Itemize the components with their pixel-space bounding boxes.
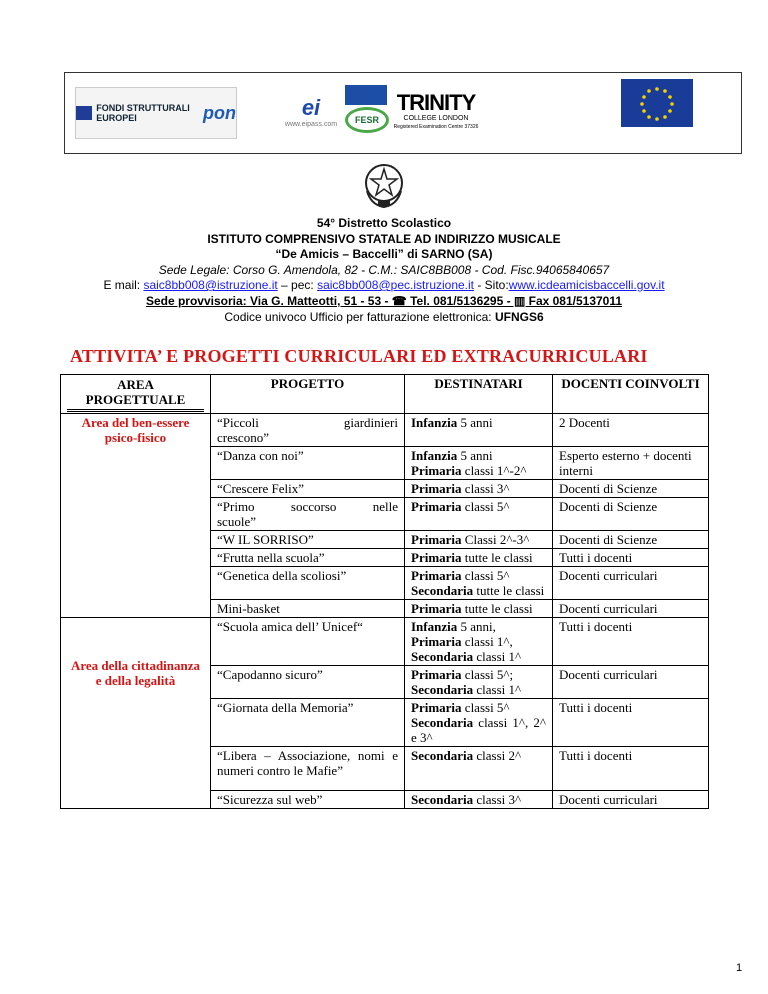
docenti-cell: Docenti di Scienze [553, 498, 709, 531]
trinity-centre: Registered Examination Centre 37326 [393, 124, 479, 130]
docenti-cell: Docenti di Scienze [553, 531, 709, 549]
dest-bold: Primaria [411, 568, 462, 583]
codice-value: UFNGS6 [494, 310, 544, 324]
dest-bold: Primaria [411, 550, 462, 565]
page-number: 1 [736, 962, 743, 974]
docenti-cell: Docenti curriculari [553, 666, 709, 699]
eipass-text: ei [301, 94, 321, 120]
progetto-cell: “Primo soccorso nelle scuole” [211, 498, 405, 531]
progetto-cell: “Genetica della scoliosi” [211, 567, 405, 600]
email-link[interactable]: saic8bb008@istruzione.it [143, 278, 278, 292]
header-progetto: PROGETTO [211, 375, 405, 414]
dest-bold: Primaria [411, 481, 462, 496]
dest-text: 5 anni [457, 448, 493, 463]
docenti-cell: 2 Docenti [553, 414, 709, 447]
docenti-cell: Tutti i docenti [553, 549, 709, 567]
dest-text: Classi 2^-3^ [461, 532, 530, 547]
dest-bold: Secondaria [411, 748, 474, 763]
destinatari-cell [405, 480, 553, 498]
header-docenti: DOCENTI COINVOLTI [553, 375, 709, 414]
progetto-cell: “Giornata della Memoria” [211, 699, 405, 747]
dest-text: classi 3^ [461, 481, 510, 496]
eu-stars-icon [621, 79, 693, 127]
docenti-cell: Tutti i docenti [553, 618, 709, 666]
fondi-strutturali-europei-logo [75, 87, 237, 139]
trinity-college-london-logo [391, 83, 481, 141]
pon-text: pon [203, 102, 236, 123]
eu-flag-logo [621, 79, 693, 127]
regione-campania-logo [345, 85, 387, 105]
dest-text: classi 1^ [473, 682, 522, 697]
area-benessere: Area del ben-essere psico-fisico [61, 414, 211, 618]
dest-text: classi 1^ [473, 649, 522, 664]
dest-text: classi 1^-2^ [461, 463, 527, 478]
institute-line: ISTITUTO COMPRENSIVO STATALE AD INDIRIZZO MUSICALE [207, 232, 561, 246]
dest-text: tutte le classi [461, 550, 533, 565]
email-label: E mail: [103, 278, 144, 292]
dest-bold: Primaria [411, 700, 462, 715]
fondi-text: FONDI STRUTTURALI EUROPEI [96, 103, 190, 123]
dest-bold: Primaria [411, 634, 462, 649]
dest-text: classi 5^ [461, 700, 510, 715]
dest-text: tutte le classi [473, 583, 545, 598]
table-header-row [61, 375, 709, 414]
dest-bold: Infanzia [411, 448, 458, 463]
dest-bold: Primaria [411, 601, 462, 616]
destinatari-cell [405, 618, 553, 666]
dest-text: 5 anni, [457, 619, 496, 634]
docenti-cell: Docenti curriculari [553, 600, 709, 618]
dest-bold: Secondaria [411, 682, 474, 697]
dest-bold: Primaria [411, 667, 462, 682]
progetto-cell: “Danza con noi” [211, 447, 405, 480]
dest-bold: Infanzia [411, 619, 458, 634]
table-row [61, 618, 709, 666]
fesr-logo [345, 107, 389, 133]
destinatari-cell [405, 791, 553, 809]
dest-text: tutte le classi [461, 601, 533, 616]
pec-label: – pec: [277, 278, 318, 292]
pec-link[interactable]: saic8bb008@pec.istruzione.it [317, 278, 475, 292]
italian-republic-emblem-icon [361, 161, 407, 209]
progetto-cell: “Libera – Associazione, nomi e numeri contro le Mafie” [211, 747, 405, 791]
projects-table [60, 374, 709, 809]
dest-bold: Primaria [411, 532, 462, 547]
school-name-line: “De Amicis – Baccelli” di SARNO (SA) [275, 247, 493, 261]
dest-bold: Secondaria [411, 583, 474, 598]
sede-legale-line: Sede Legale: Corso G. Amendola, 82 - C.M.: SAIC8BB008 - Cod. Fisc.94065840657 [158, 263, 610, 277]
destinatari-cell [405, 549, 553, 567]
destinatari-cell [405, 747, 553, 791]
eipass-logo [279, 83, 343, 139]
dest-bold: Secondaria [411, 649, 474, 664]
progetto-cell: “Piccoli giardinieri crescono” [211, 414, 405, 447]
progetto-cell: “Sicurezza sul web” [211, 791, 405, 809]
header-area [61, 375, 211, 414]
header-destinatari: DESTINATARI [405, 375, 553, 414]
destinatari-cell [405, 447, 553, 480]
destinatari-cell [405, 600, 553, 618]
docenti-cell: Tutti i docenti [553, 747, 709, 791]
fesr-text: FESR [354, 115, 379, 125]
page-title: ATTIVITA’ E PROGETTI CURRICULARI ED EXTRACURRICULARI [70, 346, 648, 366]
eipass-url: www.eipass.com [284, 120, 338, 128]
codice-label: Codice univoco Ufficio per fatturazione elettronica: [224, 310, 495, 324]
progetto-cell: “W IL SORRISO” [211, 531, 405, 549]
dest-text: classi 2^ [473, 748, 522, 763]
docenti-cell: Docenti curriculari [553, 567, 709, 600]
trinity-sub: COLLEGE LONDON [403, 115, 469, 122]
destinatari-cell [405, 498, 553, 531]
dest-text: classi 5^ [461, 568, 510, 583]
progetto-cell: “Frutta nella scuola” [211, 549, 405, 567]
progetto-cell: Mini-basket [211, 600, 405, 618]
dest-bold: Primaria [411, 499, 462, 514]
docenti-cell: Tutti i docenti [553, 699, 709, 747]
docenti-cell: Docenti curriculari [553, 791, 709, 809]
district-line: 54° Distretto Scolastico [316, 216, 452, 230]
progetto-cell: “Scuola amica dell’ Unicef“ [211, 618, 405, 666]
codice-univoco-line [0, 310, 768, 324]
website-link[interactable]: www.icdeamicisbaccelli.gov.it [508, 278, 665, 292]
trinity-title: TRINITY [396, 90, 476, 115]
destinatari-cell [405, 531, 553, 549]
destinatari-cell [405, 567, 553, 600]
contacts-line [0, 278, 768, 292]
dest-text: classi 1^, [461, 634, 513, 649]
progetto-cell: “Capodanno sicuro” [211, 666, 405, 699]
dest-bold: Secondaria [411, 792, 474, 807]
dest-text: classi 3^ [473, 792, 522, 807]
header-area-label: AREA PROGETTUALE [67, 376, 204, 412]
dest-text: 5 anni [457, 415, 493, 430]
eu-flag-small-icon [76, 106, 92, 120]
area-cittadinanza: Area della cittadinanza e della legalità [61, 618, 211, 809]
dest-bold: Primaria [411, 463, 462, 478]
table-row [61, 414, 709, 447]
sito-label: - Sito: [474, 278, 509, 292]
destinatari-cell [405, 699, 553, 747]
sede-provvisoria-line: Sede provvisoria: Via G. Matteotti, 51 - 53 - ☎ Tel. 081/5136295 - ▥ Fax 081/5137011 [145, 294, 623, 308]
docenti-cell: Esperto esterno + docenti interni [553, 447, 709, 480]
dest-text: classi 5^ [461, 499, 510, 514]
dest-text: classi 5^; [461, 667, 514, 682]
docenti-cell: Docenti di Scienze [553, 480, 709, 498]
dest-text: classi 1^, 2^ e 3^ [411, 715, 546, 745]
logo-banner [64, 72, 742, 154]
dest-bold: Infanzia [411, 415, 458, 430]
destinatari-cell [405, 666, 553, 699]
dest-bold: Secondaria [411, 715, 474, 730]
progetto-cell: “Crescere Felix” [211, 480, 405, 498]
destinatari-cell [405, 414, 553, 447]
